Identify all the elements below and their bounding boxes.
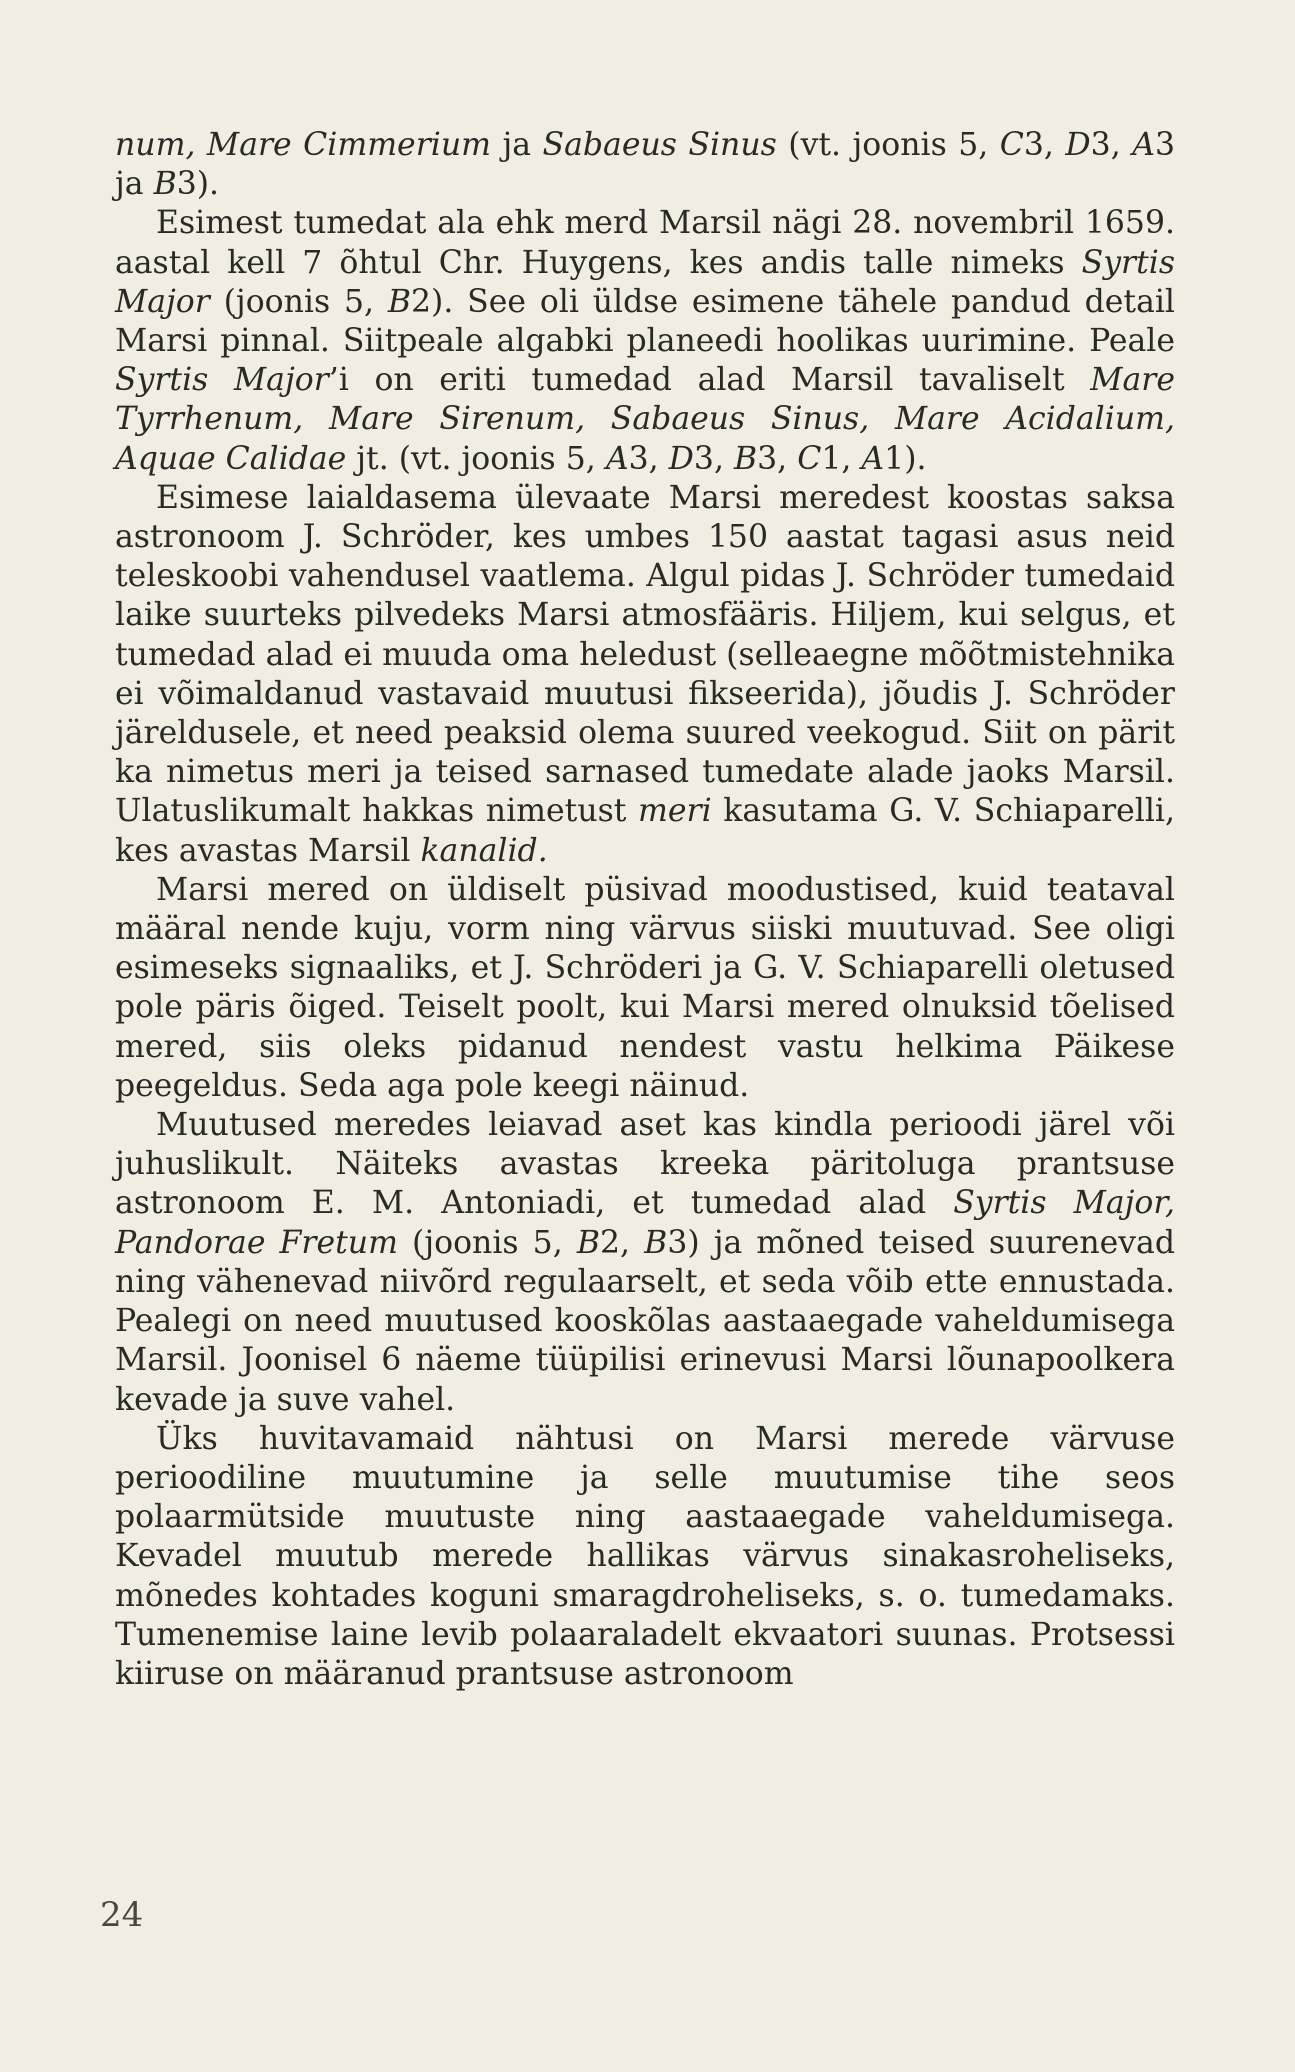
italic-run: Sabaeus Sinus: [542, 127, 777, 163]
text-run: Esimese laialdasema ülevaate Marsi meredest koostas saksa astronoom J. Schröder, kes umbes 150 aastat tagasi asus neid teleskoobi vahendusel vaatlema. Algul pidas J. Schröder tumedaid laike suurteks pilvedeks Marsi atmosfääris. Hiljem, kui selgus, et tumedad alad ei muuda oma heledust (selleaegne mõõtmistehnika ei võimaldanud vastavaid muutusi fikseerida), jõudis J. Schröder järeldusele, et need peaksid olema suured veekogud. Siit on pärit ka nimetus meri ja teised sarnased tumedate alade jaoks Marsil. Ulatuslikumalt hakkas nimetust: [115, 479, 1175, 830]
paragraph: [115, 479, 1175, 871]
text-run: Marsi mered on üldiselt püsivad moodustised, kuid teataval määral nende kuju, vorm ning värvus siiski muutuvad. See oligi esimeseks signaaliks, et J. Schröderi ja G. V. Schiaparelli oletused pole päris õiged. Teiselt poolt, kui Marsi mered olnuksid tõelised mered, siis oleks pidanud nendest vastu helkima Päikese peegeldus. Seda aga pole keegi näinud.: [115, 871, 1175, 1104]
italic-run: num, Mare Cimmerium: [115, 127, 491, 163]
italic-run: B: [733, 440, 758, 477]
text-run: (joonis 5,: [397, 1224, 577, 1261]
text-run: 1,: [821, 440, 862, 477]
italic-run: Mare Tyrrhenum, Mare Sirenum, Sabaeus Sinus, Mare Acidalium, Aquae Calidae: [115, 362, 1175, 477]
italic-run: B: [576, 1224, 600, 1261]
text-run: Üks huvitavamaid nähtusi on Marsi merede värvuse perioodiline muutumine ja selle muutumise tihe seos polaarmütside muutuste ning aastaaegade vaheldumisega. Kevadel muutub merede hallikas värvus sinakasroheliseks, mõnedes kohtades koguni smaragdroheliseks, s. o. tumedamaks. Tumenemise laine levib polaaraladelt ekvaatori suunas. Protsessi kiiruse on määranud prantsuse astronoom: [115, 1420, 1175, 1692]
text-run: jt. (vt. joonis 5,: [346, 440, 606, 477]
italic-run: A: [1132, 127, 1155, 163]
italic-run: meri: [638, 793, 712, 830]
italic-run: C: [797, 440, 822, 477]
italic-run: Syrtis Major: [115, 362, 329, 399]
italic-run: A: [861, 440, 885, 477]
text-run: 3,: [693, 440, 734, 477]
page-number: 24: [100, 1895, 144, 1935]
text-run: Esimest tumedat ala ehk merd Marsil nägi 28. novembril 1659. aastal kell 7 õhtul Chr. Huygens, kes andis talle nimeks: [115, 205, 1175, 281]
italic-run: B: [153, 166, 177, 203]
italic-run: Syrtis Major, Pandorae Fretum: [115, 1185, 1175, 1261]
text-run: (joonis 5,: [209, 283, 388, 320]
italic-run: D: [1065, 127, 1091, 163]
text-run: 1).: [884, 440, 927, 477]
italic-run: B: [387, 283, 411, 320]
paragraph: [115, 126, 1175, 204]
italic-run: D: [668, 440, 694, 477]
text-run: 3,: [1090, 127, 1133, 163]
text-run: 3,: [757, 440, 798, 477]
italic-run: C: [999, 127, 1024, 163]
text-run: 3).: [176, 166, 220, 203]
text-run: 2,: [599, 1224, 645, 1261]
paragraph: [115, 1420, 1175, 1694]
text-run: 2). See oli üldse esimene tähele pandud detail Marsi pinnal. Siitpeale algabki planeedi hoolikas uurimine. Peale: [115, 283, 1176, 360]
paragraph: [115, 204, 1175, 478]
text-run: 3 ja: [115, 127, 1176, 203]
text-run: ja: [491, 127, 543, 163]
paragraph: [115, 871, 1175, 1106]
text-run: kasutama G. V. Schiaparelli, kes avastas Marsil: [115, 793, 1176, 869]
text-run: Muutused meredes leiavad aset kas kindla perioodi järel või juhuslikult. Näiteks avastas kreeka päritoluga prantsuse astronoom E. M. Antoniadi, et tumedad alad: [115, 1107, 1175, 1222]
paragraph: [115, 1106, 1175, 1420]
text-run: 3) ja mõned teised suurenevad ning vähenevad niivõrd regulaarselt, et seda võib ette ennustada. Pealegi on need muutused kooskõlas aastaaegade vaheldumisega Marsil. Joonisel 6 näeme tüüpilisi erinevusi Marsi lõunapoolkera kevade ja suve vahel.: [115, 1224, 1175, 1418]
text-run: 3,: [628, 440, 669, 477]
text-run: (vt. joonis 5,: [776, 127, 1000, 163]
italic-run: kanalid.: [420, 832, 548, 869]
italic-run: A: [605, 440, 629, 477]
text-run: ’i on eriti tumedad alad Marsil tavaliselt: [328, 362, 1091, 399]
body-text: [115, 126, 1175, 1694]
italic-run: B: [644, 1224, 668, 1261]
italic-run: Syrtis Major: [115, 244, 1175, 320]
text-run: 3,: [1023, 127, 1066, 163]
